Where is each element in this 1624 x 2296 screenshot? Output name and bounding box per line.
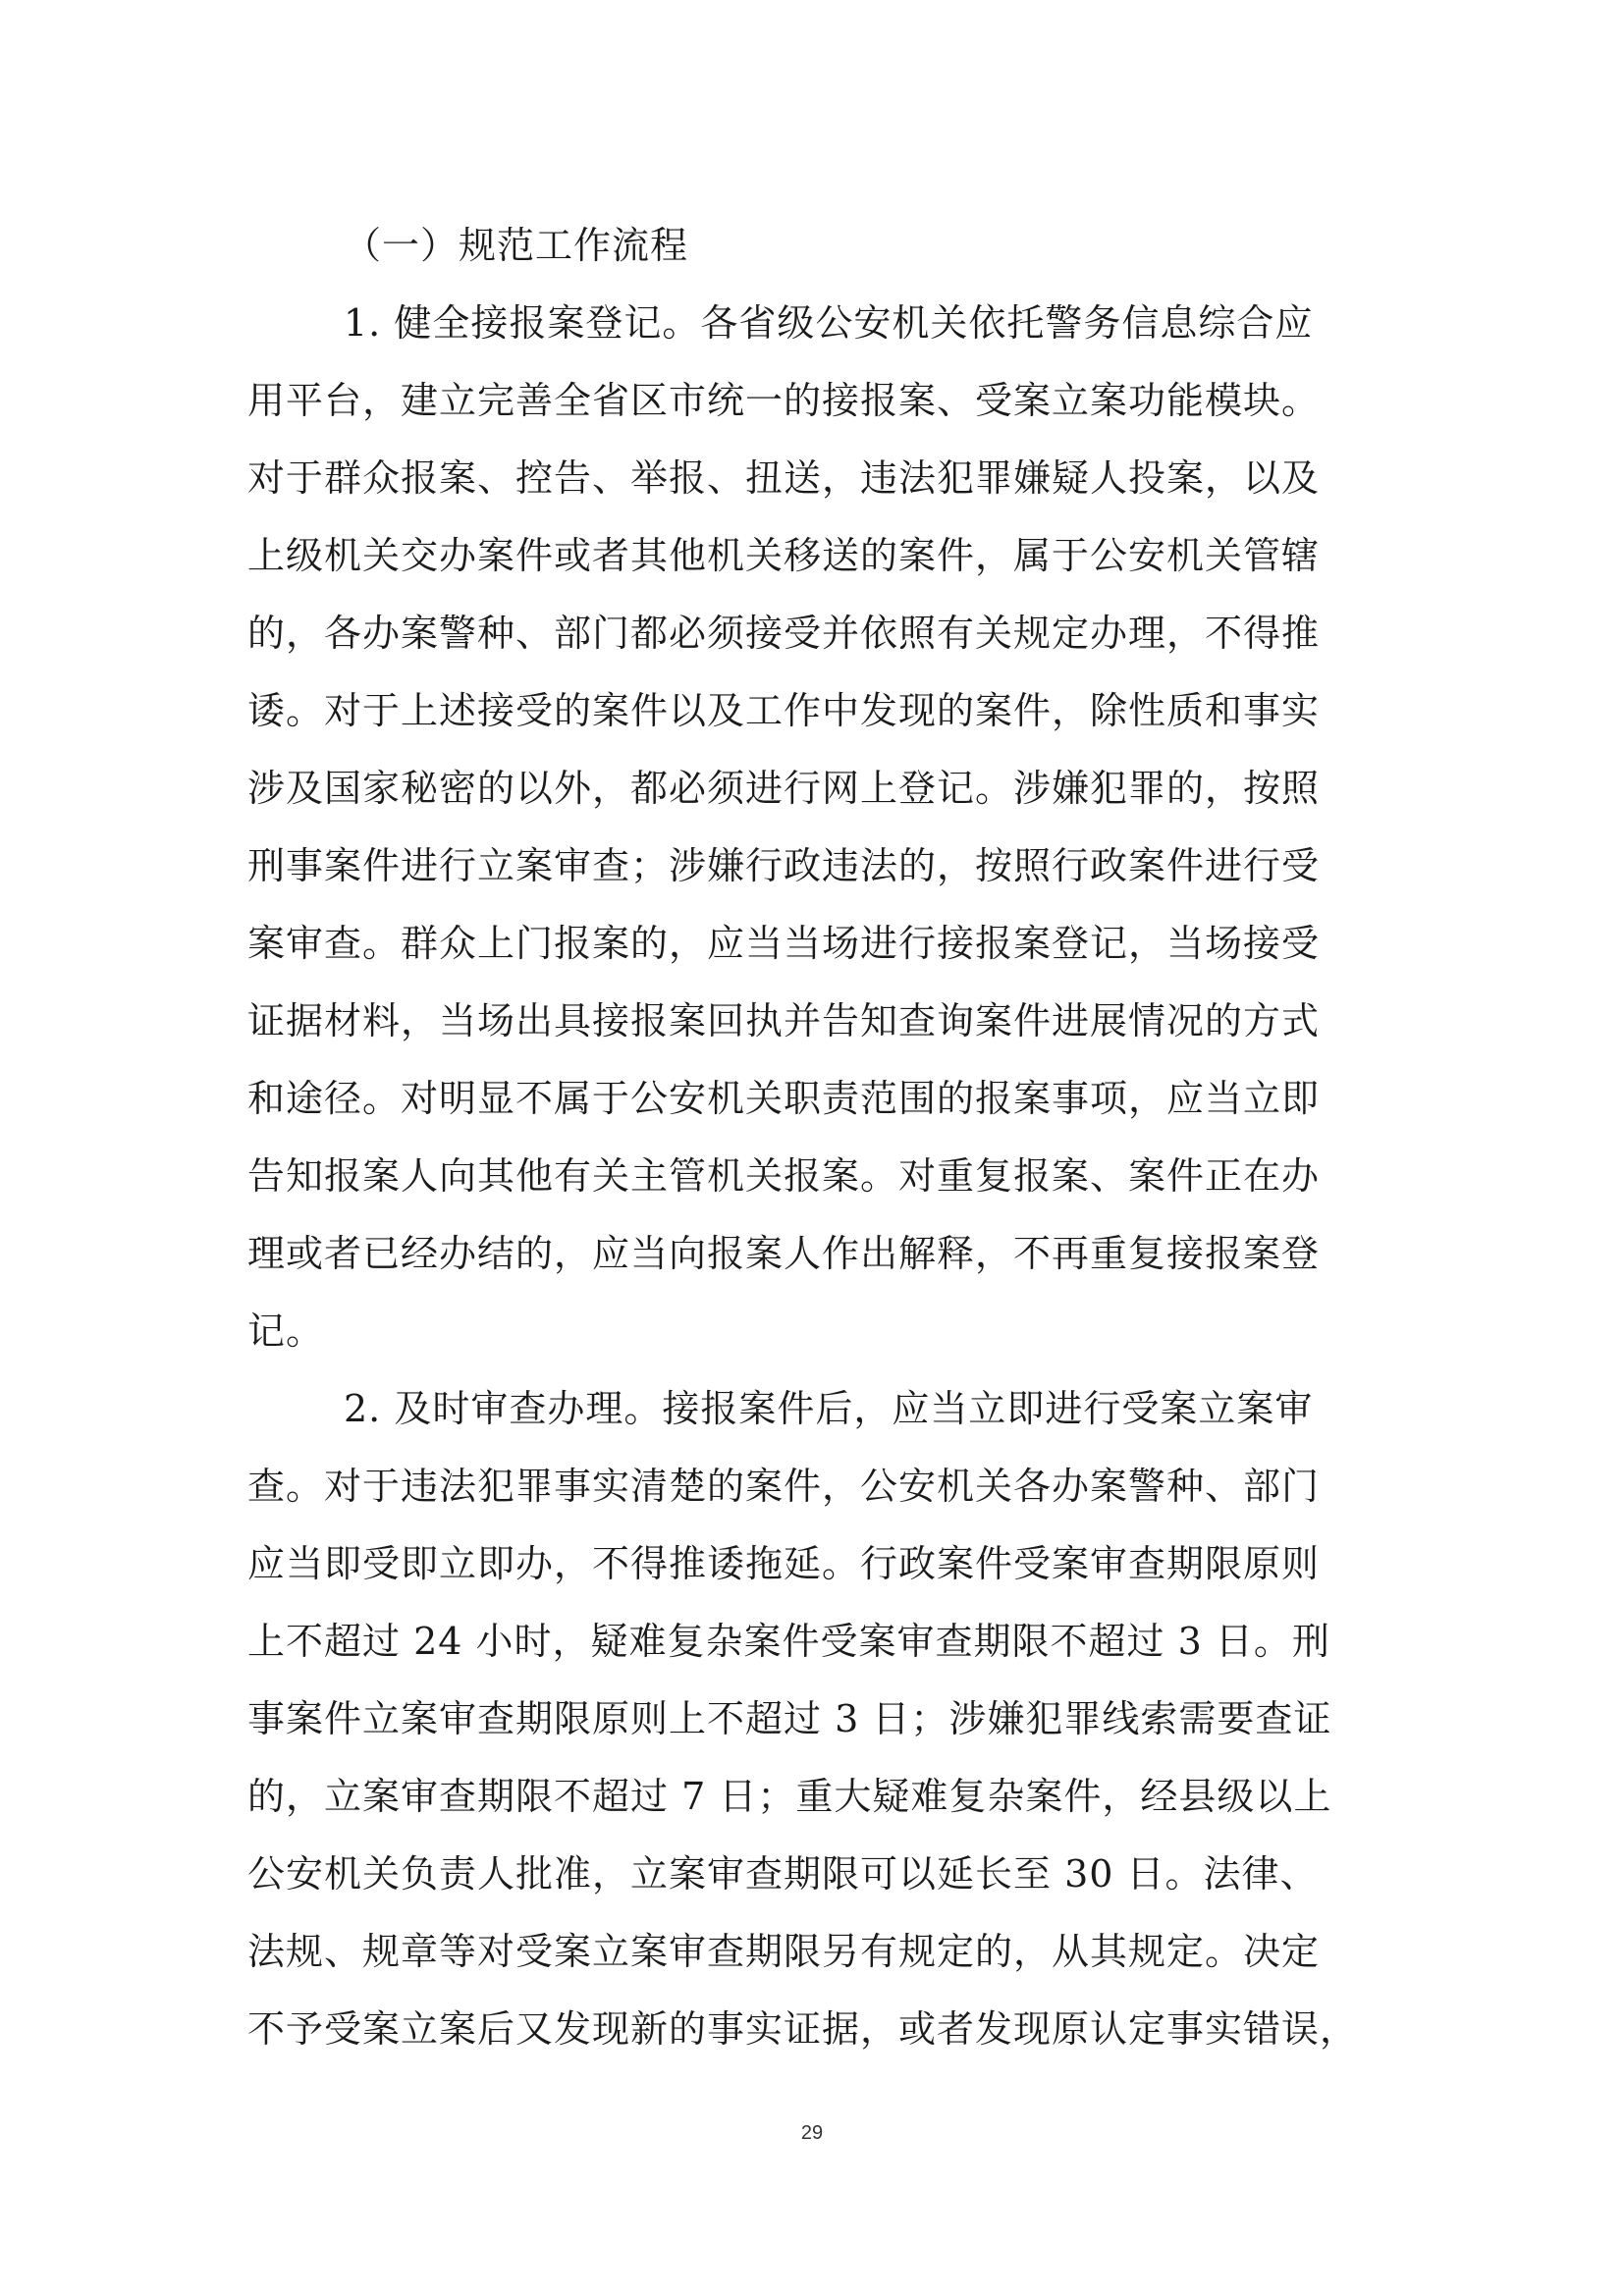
paragraph-2-line: 不予受案立案后又发现新的事实证据，或者发现原认定事实错误， [247, 2007, 1359, 2051]
paragraph-1-line: 的，各办案警种、部门都必须接受并依照有关规定办理，不得推 [247, 612, 1321, 655]
paragraph-2-line: 上不超过 24 小时，疑难复杂案件受案审查期限不超过 3 日。刑 [247, 1620, 1330, 1663]
paragraph-2-line: 事案件立案审查期限原则上不超过 3 日；涉嫌犯罪线索需要查证 [247, 1697, 1332, 1740]
paragraph-2-line: 的，立案审查期限不超过 7 日；重大疑难复杂案件，经县级以上 [247, 1775, 1332, 1818]
paragraph-2-line: 法规、规章等对受案立案审查期限另有规定的，从其规定。决定 [247, 1930, 1321, 1973]
paragraph-1-line: 案审查。群众上门报案的，应当当场进行接报案登记，当场接受 [247, 922, 1321, 965]
paragraph-1-line: 理或者已经办结的，应当向报案人作出解释，不再重复接报案登 [247, 1232, 1321, 1275]
paragraph-1-line: 证据材料，当场出具接报案回执并告知查询案件进展情况的方式 [247, 999, 1321, 1042]
page-number: 29 [800, 2122, 824, 2144]
paragraph-1-line: 诿。对于上述接受的案件以及工作中发现的案件，除性质和事实 [247, 689, 1321, 732]
paragraph-1-line: 对于群众报案、控告、举报、扭送，违法犯罪嫌疑人投案，以及 [247, 456, 1321, 500]
paragraph-1-line: 记。 [247, 1309, 325, 1353]
paragraph-2-line: 2. 及时审查办理。接报案件后，应当立即进行受案立案审 [344, 1387, 1314, 1430]
document-body [247, 218, 1386, 2079]
paragraph-1-line: 告知报案人向其他有关主管机关报案。对重复报案、案件正在办 [247, 1154, 1321, 1198]
section-heading: （一）规范工作流程 [344, 224, 689, 267]
paragraph-1-line: 涉及国家秘密的以外，都必须进行网上登记。涉嫌犯罪的，按照 [247, 767, 1321, 810]
paragraph-1-line: 上级机关交办案件或者其他机关移送的案件，属于公安机关管辖 [247, 534, 1321, 577]
paragraph-1-line: 1. 健全接报案登记。各省级公安机关依托警务信息综合应 [344, 301, 1314, 345]
paragraph-1-line: 和途径。对明显不属于公安机关职责范围的报案事项，应当立即 [247, 1077, 1321, 1120]
paragraph-2-line: 公安机关负责人批准，立案审查期限可以延长至 30 日。法律、 [247, 1852, 1319, 1896]
paragraph-1-line: 刑事案件进行立案审查；涉嫌行政违法的，按照行政案件进行受 [247, 844, 1321, 887]
paragraph-2-line: 应当即受即立即办，不得推诿拖延。行政案件受案审查期限原则 [247, 1542, 1321, 1585]
paragraph-2-line: 查。对于违法犯罪事实清楚的案件，公安机关各办案警种、部门 [247, 1465, 1321, 1508]
paragraph-1-line: 用平台，建立完善全省区市统一的接报案、受案立案功能模块。 [247, 379, 1321, 422]
